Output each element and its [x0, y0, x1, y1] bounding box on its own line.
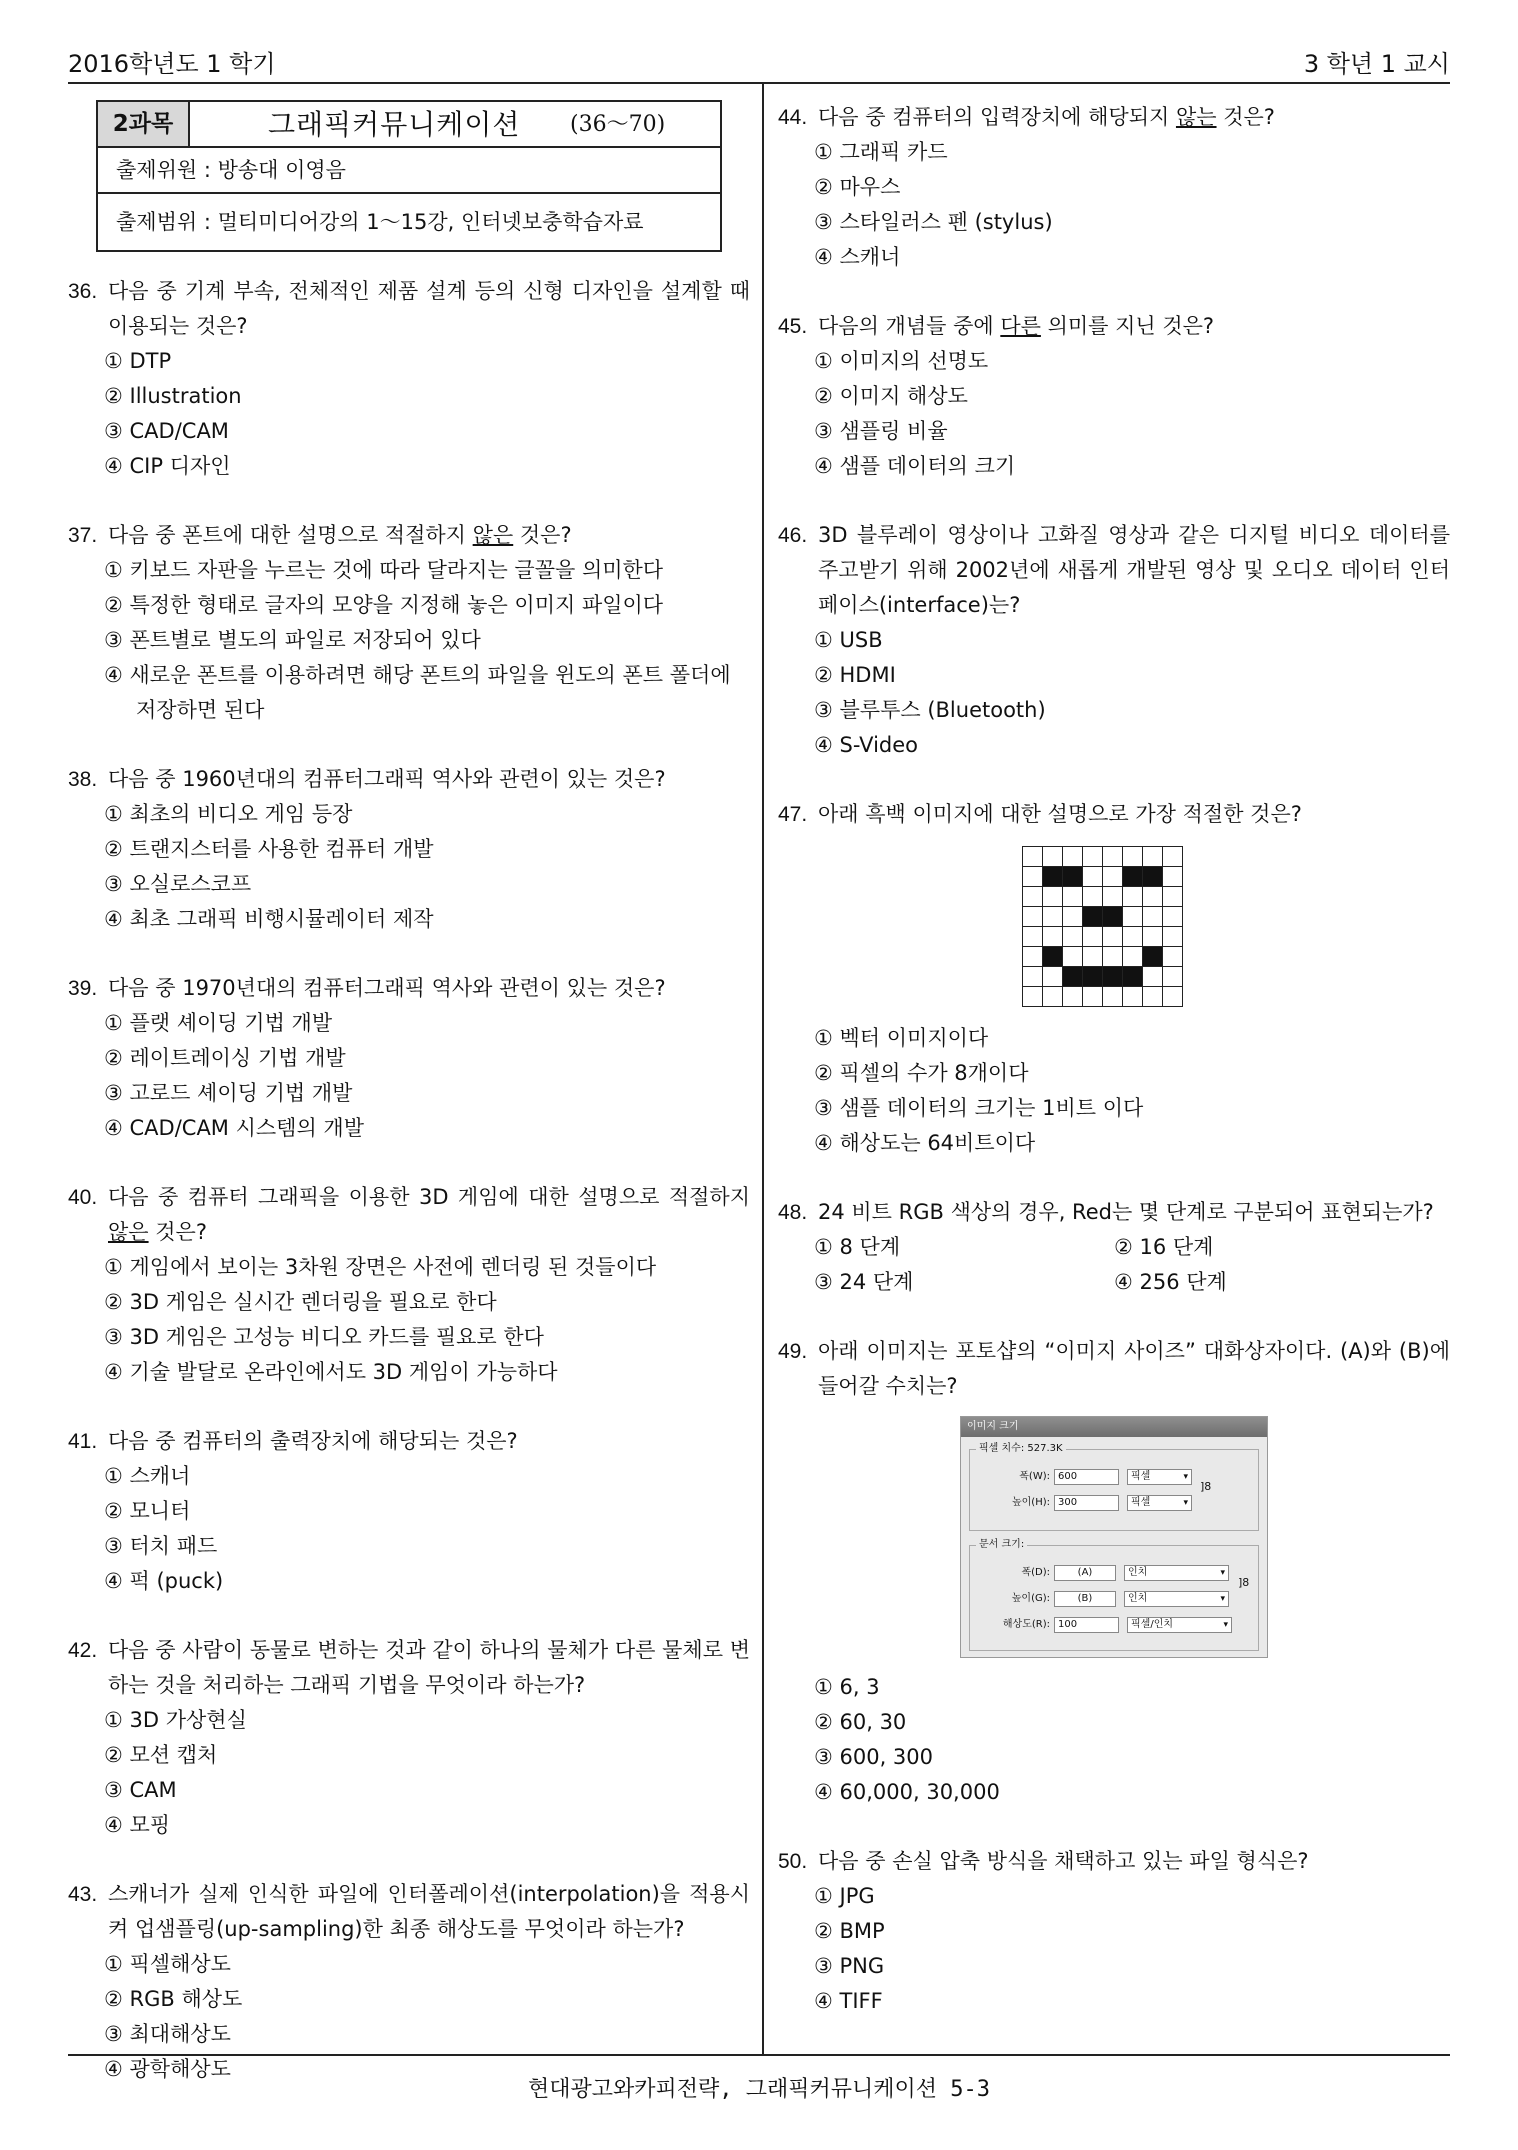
grade-period-label: 3 학년 1 교시	[1303, 50, 1450, 78]
bw-pixel-image	[1022, 846, 1450, 1007]
choice-3: ③ CAD/CAM	[104, 419, 229, 443]
choice-3: ③ 폰트별로 별도의 파일로 저장되어 있다	[104, 628, 481, 652]
question-number: 48.	[778, 1201, 808, 1224]
question-text: 다음 중 컴퓨터의 입력장치에 해당되지 않는 것은?	[818, 105, 1275, 129]
question-number: 46.	[778, 524, 808, 547]
footer-rule	[68, 2054, 1450, 2056]
pixel-cell	[1163, 967, 1183, 987]
choice-1: ① JPG	[814, 1884, 875, 1908]
question-38	[68, 762, 750, 937]
pixel-cell	[1083, 927, 1103, 947]
pixel-cell	[1123, 927, 1143, 947]
choice-2: ② 60, 30	[814, 1710, 907, 1734]
pixel-cell	[1143, 927, 1163, 947]
choice-1: ① DTP	[104, 349, 172, 373]
choice-4: ④ 256 단계	[1114, 1270, 1227, 1294]
pixel-cell	[1103, 847, 1123, 867]
question-number: 49.	[778, 1340, 808, 1363]
resolution-label: 해상도(R):	[1002, 1619, 1050, 1630]
pixel-cell	[1143, 907, 1163, 927]
choice-1: ① USB	[814, 628, 883, 652]
pixel-cell	[1103, 927, 1123, 947]
subject-author: 출제위원 : 방송대 이영음	[98, 148, 720, 194]
pixel-cell	[1123, 887, 1143, 907]
pixel-cell	[1063, 867, 1083, 887]
question-text: 3D 블루레이 영상이나 고화질 영상과 같은 디지털 비디오 데이터를 주고받기 위해 2002년에 새롭게 개발된 영상 및 오디오 데이터 인터페이스(interface)는?	[818, 523, 1450, 617]
question-48	[778, 1195, 1450, 1300]
choice-4: ④ 광학해상도	[104, 2057, 231, 2081]
pixel-cell	[1023, 967, 1043, 987]
choice-3: ③ 고로드 셰이딩 기법 개발	[104, 1081, 353, 1105]
question-number: 36.	[68, 280, 98, 303]
width-label: 폭(W):	[1019, 1471, 1050, 1482]
subject-title: 그래픽커뮤니케이션	[268, 107, 521, 141]
choice-1: ① 이미지의 선명도	[814, 349, 989, 373]
question-40	[68, 1180, 750, 1390]
choice-2: ② 3D 게임은 실시간 렌더링을 필요로 한다	[104, 1290, 497, 1314]
choice-3: ③ 샘플링 비율	[814, 419, 948, 443]
question-37	[68, 518, 750, 728]
pixel-cell	[1163, 847, 1183, 867]
question-44	[778, 100, 1450, 275]
pixel-cell	[1063, 987, 1083, 1007]
pixel-cell	[1043, 907, 1063, 927]
question-number: 43.	[68, 1883, 98, 1906]
question-text: 다음 중 폰트에 대한 설명으로 적절하지 않은 것은?	[108, 523, 572, 547]
pixel-cell	[1043, 947, 1063, 967]
pixel-cell	[1043, 927, 1063, 947]
doc-height-label: 높이(G):	[1011, 1593, 1050, 1604]
choice-4: ④ TIFF	[814, 1989, 883, 2013]
pixel-cell	[1143, 947, 1163, 967]
page-footer: 현대광고와카피전략, 그래픽커뮤니케이션 5-3	[527, 2077, 990, 2102]
pixel-cell	[1083, 987, 1103, 1007]
pixel-cell	[1023, 847, 1043, 867]
pixel-cell	[1103, 967, 1123, 987]
choice-4: ④ 샘플 데이터의 크기	[814, 454, 1016, 478]
height-unit-select: 픽셀 ▾	[1127, 1495, 1192, 1511]
choice-3: ③ 24 단계	[814, 1270, 914, 1294]
pixel-cell	[1123, 947, 1143, 967]
choice-1: ① 벡터 이미지이다	[814, 1026, 989, 1050]
question-text: 다음 중 손실 압축 방식을 채택하고 있는 파일 형식은?	[818, 1849, 1309, 1873]
pixel-cell	[1123, 987, 1143, 1007]
pixel-cell	[1083, 887, 1103, 907]
page-header	[68, 44, 1450, 84]
question-number: 39.	[68, 977, 98, 1000]
choice-1: ① 그래픽 카드	[814, 140, 948, 164]
choice-2: ② 모니터	[104, 1499, 191, 1523]
doc-height-unit-select: 인치 ▾	[1124, 1591, 1229, 1607]
doc-width-label: 폭(D):	[1021, 1567, 1050, 1578]
pixel-cell	[1103, 987, 1123, 1007]
choice-4: ④ S-Video	[814, 733, 919, 757]
choice-3: ③ 오실로스코프	[104, 872, 252, 896]
pixel-cell	[1143, 887, 1163, 907]
choice-2: ② 16 단계	[1114, 1235, 1214, 1259]
pixel-grid	[1022, 846, 1183, 1007]
pixel-cell	[1023, 867, 1043, 887]
choice-4: ④ 해상도는 64비트이다	[814, 1131, 1036, 1155]
underlined-word: 다른	[1000, 314, 1041, 338]
choice-4: ④ 새로운 폰트를 이용하려면 해당 폰트의 파일을 윈도의 폰트 폴더에 저장하면 된다	[104, 663, 731, 722]
question-text: 아래 이미지는 포토샵의 “이미지 사이즈” 대화상자이다. (A)와 (B)에 들어갈 수치는?	[818, 1339, 1450, 1398]
pixel-dimensions-label: 픽셀 치수: 527.3K	[976, 1442, 1066, 1456]
pixel-cell	[1163, 947, 1183, 967]
image-size-dialog-screenshot	[960, 1416, 1268, 1658]
column-divider	[762, 84, 764, 2054]
pixel-cell	[1023, 887, 1043, 907]
choice-3: ③ 600, 300	[814, 1745, 934, 1769]
pixel-cell	[1163, 907, 1183, 927]
choice-2: ② BMP	[814, 1919, 885, 1943]
choice-3: ③ 최대해상도	[104, 2022, 231, 2046]
doc-height-field: (B)	[1054, 1591, 1116, 1607]
choice-4: ④ CAD/CAM 시스템의 개발	[104, 1116, 364, 1140]
pixel-cell	[1103, 947, 1123, 967]
question-number: 38.	[68, 768, 98, 791]
pixel-cell	[1143, 847, 1163, 867]
pixel-cell	[1023, 987, 1043, 1007]
choice-2: ② RGB 해상도	[104, 1987, 243, 2011]
question-text: 다음 중 1970년대의 컴퓨터그래픽 역사와 관련이 있는 것은?	[108, 976, 666, 1000]
pixel-cell	[1103, 887, 1123, 907]
pixel-cell	[1043, 867, 1063, 887]
pixel-cell	[1163, 887, 1183, 907]
chain-link-icon: ]8	[1238, 1576, 1250, 1589]
dialog-title: 이미지 크기	[961, 1417, 1267, 1437]
choice-1: ① 8 단계	[814, 1235, 901, 1259]
choice-3: ③ 터치 패드	[104, 1534, 218, 1558]
choice-3: ③ CAM	[104, 1778, 177, 1802]
pixel-cell	[1023, 927, 1043, 947]
question-number: 40.	[68, 1186, 98, 1209]
question-text: 24 비트 RGB 색상의 경우, Red는 몇 단계로 구분되어 표현되는가?	[818, 1200, 1434, 1224]
choice-4: ④ 스캐너	[814, 245, 901, 269]
question-text: 다음 중 사람이 동물로 변하는 것과 같이 하나의 물체가 다른 물체로 변하는 것을 처리하는 그래픽 기법을 무엇이라 하는가?	[108, 1638, 750, 1697]
choice-1: ① 키보드 자판을 누르는 것에 따라 달라지는 글꼴을 의미한다	[104, 558, 664, 582]
question-text: 다음의 개념들 중에 다른 의미를 지닌 것은?	[818, 314, 1215, 338]
choice-3: ③ 샘플 데이터의 크기는 1비트 이다	[814, 1096, 1144, 1120]
pixel-cell	[1023, 947, 1043, 967]
choice-2: ② 특정한 형태로 글자의 모양을 지정해 놓은 이미지 파일이다	[104, 593, 664, 617]
height-label: 높이(H):	[1011, 1497, 1050, 1508]
pixel-cell	[1043, 967, 1063, 987]
question-number: 50.	[778, 1850, 808, 1873]
subject-category: 2과목	[98, 102, 190, 146]
header-rule	[68, 82, 1450, 84]
question-text: 다음 중 기계 부속, 전체적인 제품 설계 등의 신형 디자인을 설계할 때 이용되는 것은?	[108, 279, 750, 338]
pixel-cell	[1023, 907, 1043, 927]
document-size-label: 문서 크기:	[976, 1538, 1027, 1552]
question-41	[68, 1424, 750, 1599]
question-39	[68, 971, 750, 1146]
pixel-cell	[1063, 887, 1083, 907]
choice-4: ④ CIP 디자인	[104, 454, 231, 478]
question-45	[778, 309, 1450, 484]
question-49	[778, 1334, 1450, 1810]
pixel-cell	[1063, 847, 1083, 867]
question-number: 42.	[68, 1639, 98, 1662]
question-46	[778, 518, 1450, 763]
pixel-cell	[1163, 987, 1183, 1007]
pixel-cell	[1043, 987, 1063, 1007]
pixel-cell	[1123, 907, 1143, 927]
width-unit-select: 픽셀 ▾	[1127, 1469, 1192, 1485]
choice-2: ② 모션 캡처	[104, 1743, 218, 1767]
choice-2: ② 마우스	[814, 175, 901, 199]
question-42	[68, 1633, 750, 1843]
pixel-cell	[1123, 967, 1143, 987]
question-number: 45.	[778, 315, 808, 338]
pixel-cell	[1143, 867, 1163, 887]
underlined-word: 않는	[1175, 105, 1217, 129]
pixel-cell	[1143, 967, 1163, 987]
width-field: 600	[1054, 1469, 1119, 1485]
choice-1: ① 최초의 비디오 게임 등장	[104, 802, 353, 826]
choice-2: ② 픽셀의 수가 8개이다	[814, 1061, 1029, 1085]
pixel-cell	[1063, 927, 1083, 947]
pixel-cell	[1163, 867, 1183, 887]
choice-2: ② 레이트레이싱 기법 개발	[104, 1046, 346, 1070]
choice-3: ③ 블루투스 (Bluetooth)	[814, 698, 1046, 722]
choice-2: ② HDMI	[814, 663, 896, 687]
pixel-cell	[1083, 907, 1103, 927]
pixel-cell	[1083, 847, 1103, 867]
choice-3: ③ PNG	[814, 1954, 885, 1978]
pixel-cell	[1083, 967, 1103, 987]
choice-4: ④ 기술 발달로 온라인에서도 3D 게임이 가능하다	[104, 1360, 558, 1384]
choice-1: ① 6, 3	[814, 1675, 880, 1699]
question-36	[68, 274, 750, 484]
document-size-group	[969, 1539, 1259, 1651]
choice-2: ② 이미지 해상도	[814, 384, 968, 408]
pixel-cell	[1123, 867, 1143, 887]
question-number: 41.	[68, 1430, 98, 1453]
choice-1: ① 플랫 셰이딩 기법 개발	[104, 1011, 333, 1035]
pixel-cell	[1043, 887, 1063, 907]
question-number: 37.	[68, 524, 98, 547]
pixel-cell	[1063, 907, 1083, 927]
choice-2: ② Illustration	[104, 384, 242, 408]
pixel-cell	[1083, 867, 1103, 887]
subject-scope: 출제범위 : 멀티미디어강의 1～15강, 인터넷보충학습자료	[116, 209, 644, 234]
pixel-cell	[1103, 867, 1123, 887]
pixel-dimensions-group	[969, 1443, 1259, 1531]
choice-1: ① 픽셀해상도	[104, 1952, 231, 1976]
choice-1: ① 게임에서 보이는 3차원 장면은 사전에 렌더링 된 것들이다	[104, 1255, 657, 1279]
pixel-cell	[1103, 907, 1123, 927]
question-text: 다음 중 1960년대의 컴퓨터그래픽 역사와 관련이 있는 것은?	[108, 767, 666, 791]
height-field: 300	[1054, 1495, 1119, 1511]
doc-width-field: (A)	[1054, 1565, 1116, 1581]
choice-1: ① 스캐너	[104, 1464, 191, 1488]
choice-2: ② 트랜지스터를 사용한 컴퓨터 개발	[104, 837, 434, 861]
right-column	[778, 100, 1450, 2053]
question-text: 스캐너가 실제 인식한 파일에 인터폴레이션(interpolation)을 적용시켜 업샘플링(up-sampling)한 최종 해상도를 무엇이라 하는가?	[108, 1882, 750, 1941]
pixel-cell	[1063, 967, 1083, 987]
question-number: 47.	[778, 803, 808, 826]
left-column	[68, 100, 750, 2121]
question-text: 다음 중 컴퓨터의 출력장치에 해당되는 것은?	[108, 1429, 518, 1453]
underlined-word: 않은	[472, 523, 514, 547]
question-text: 아래 흑백 이미지에 대한 설명으로 가장 적절한 것은?	[818, 802, 1302, 826]
pixel-cell	[1163, 927, 1183, 947]
pixel-cell	[1143, 987, 1163, 1007]
pixel-cell	[1083, 947, 1103, 967]
pixel-cell	[1123, 847, 1143, 867]
choice-4: ④ 최초 그래픽 비행시뮬레이터 제작	[104, 907, 434, 931]
question-50	[778, 1844, 1450, 2019]
subject-box	[96, 100, 722, 252]
doc-width-unit-select: 인치 ▾	[1124, 1565, 1229, 1581]
question-range: (36～70)	[570, 111, 666, 137]
choice-4: ④ 60,000, 30,000	[814, 1780, 1000, 1804]
choice-4: ④ 모핑	[104, 1813, 171, 1837]
pixel-cell	[1043, 847, 1063, 867]
resolution-field: 100	[1054, 1617, 1119, 1633]
choice-1: ① 3D 가상현실	[104, 1708, 247, 1732]
choice-3: ③ 3D 게임은 고성능 비디오 카드를 필요로 한다	[104, 1325, 544, 1349]
resolution-unit-select: 픽셀/인치 ▾	[1127, 1617, 1232, 1633]
question-number: 44.	[778, 106, 808, 129]
choice-4: ④ 퍽 (puck)	[104, 1569, 224, 1593]
semester-label: 2016학년도 1 학기	[68, 50, 276, 78]
question-text: 다음 중 컴퓨터 그래픽을 이용한 3D 게임에 대한 설명으로 적절하지 않은 것은?	[108, 1185, 750, 1244]
question-47	[778, 797, 1450, 1161]
choice-3: ③ 스타일러스 펜 (stylus)	[814, 210, 1053, 234]
chain-link-icon: ]8	[1200, 1480, 1212, 1493]
pixel-cell	[1063, 947, 1083, 967]
underlined-word: 않은	[108, 1220, 149, 1244]
